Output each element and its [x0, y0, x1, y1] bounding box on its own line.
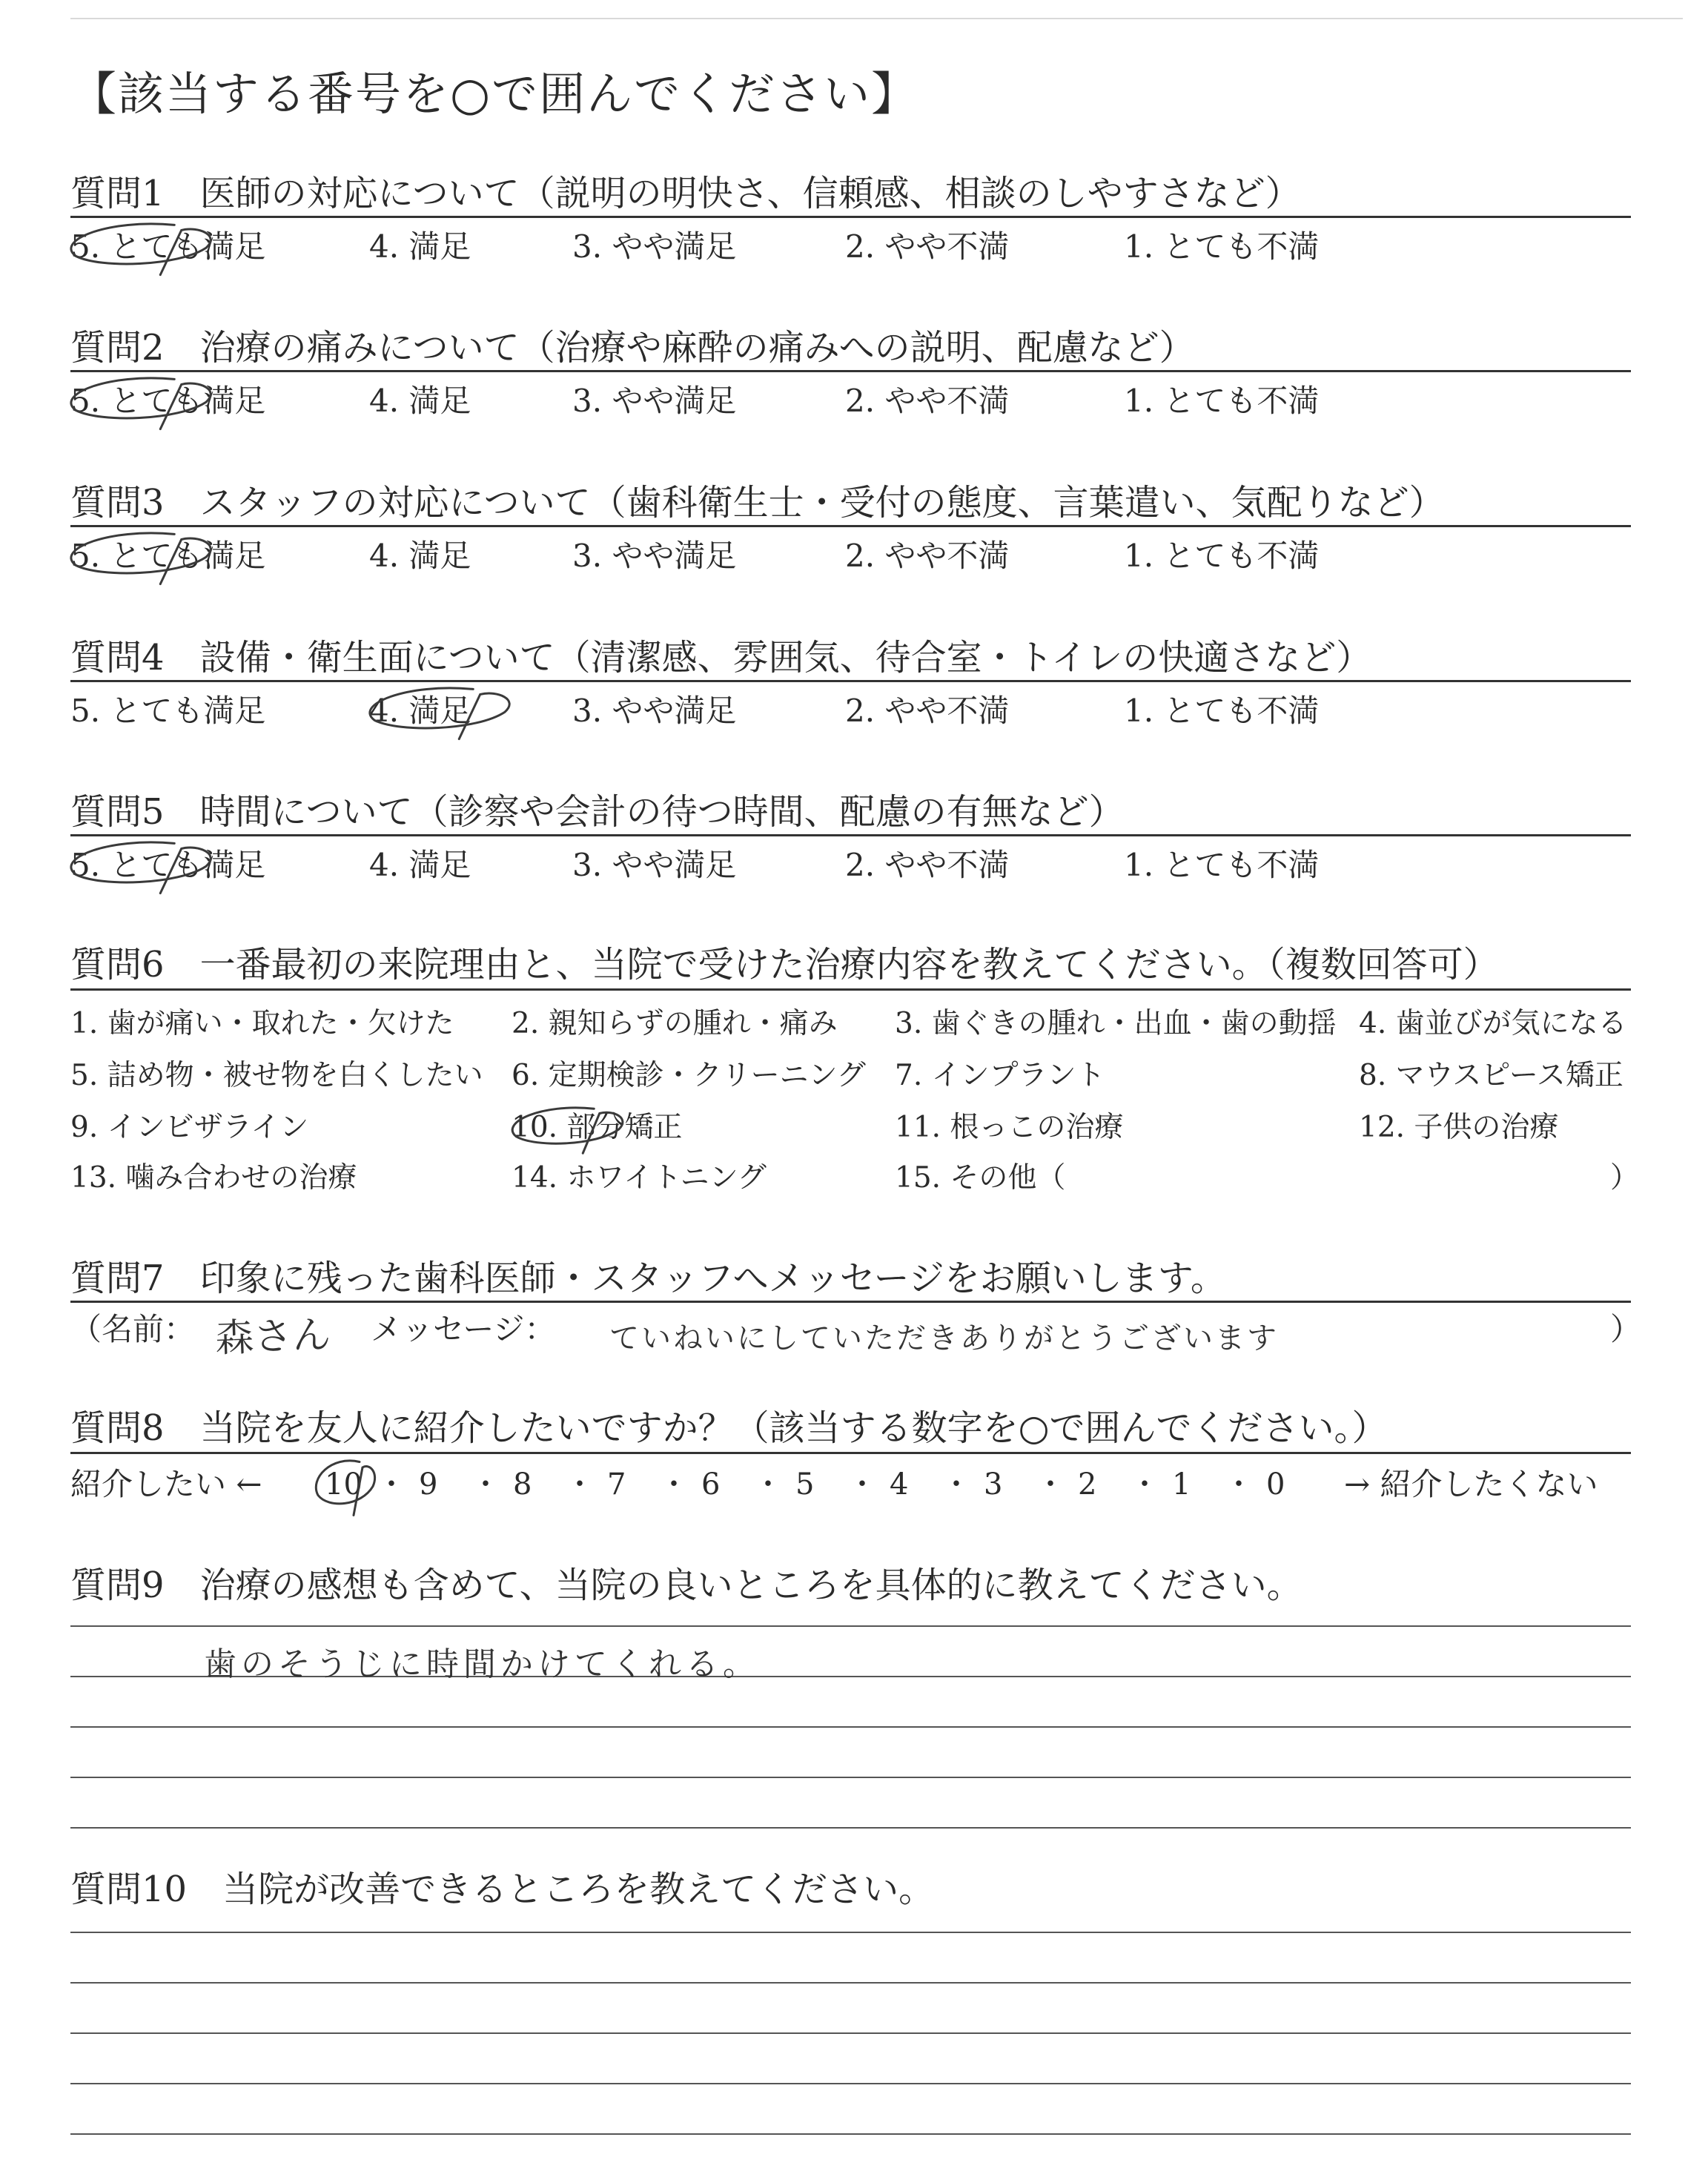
- question-1-option-4[interactable]: 4. 満足: [369, 228, 471, 265]
- reason-option-13[interactable]: 13. 噛み合わせの治療: [70, 1161, 357, 1195]
- question-3-option-3[interactable]: 3. やや満足: [572, 538, 737, 574]
- reason-option-9[interactable]: 9. インビザライン: [70, 1111, 309, 1144]
- question-6-rule: [70, 988, 1631, 991]
- question-9-title: 質問9 治療の感想も含めて、当院の良いところを具体的に教えてください。: [70, 1565, 1302, 1606]
- scale-value-6[interactable]: 6: [701, 1467, 721, 1502]
- scale-separator: ・: [1036, 1467, 1065, 1502]
- question-6-title: 質問6 一番最初の来院理由と、当院で受けた治療内容を教えてください。（複数回答可）: [70, 944, 1499, 985]
- question-8-title: 質問8 当院を友人に紹介したいですか？（該当する数字を○で囲んでください。）: [70, 1407, 1388, 1449]
- question-5-title: 質問5 時間について（診察や会計の待つ時間、配慮の有無など）: [70, 791, 1125, 833]
- q10-line-5: [70, 2133, 1631, 2135]
- scale-value-7[interactable]: 7: [607, 1467, 626, 1502]
- question-2-title: 質問2 治療の痛みについて（治療や麻酔の痛みへの説明、配慮など）: [70, 327, 1195, 369]
- question-1-option-5[interactable]: 5. とても満足: [70, 228, 266, 265]
- message-answer: ていねいにしていただきありがとうございます: [609, 1321, 1279, 1355]
- q10-line-4: [70, 2083, 1631, 2084]
- scale-value-1[interactable]: 1: [1172, 1467, 1191, 1502]
- question-2-option-1[interactable]: 1. とても不満: [1124, 383, 1320, 419]
- reason-option-8[interactable]: 8. マウスピース矯正: [1359, 1059, 1623, 1092]
- reason-option-11[interactable]: 11. 根っこの治療: [895, 1111, 1124, 1144]
- name-answer: 森さん: [214, 1312, 332, 1361]
- question-2-option-4[interactable]: 4. 満足: [369, 383, 471, 419]
- question-3-option-4[interactable]: 4. 満足: [369, 538, 471, 574]
- scale-separator: ・: [1224, 1467, 1254, 1502]
- scale-value-2[interactable]: 2: [1078, 1467, 1097, 1502]
- reason-option-3[interactable]: 3. 歯ぐきの腫れ・出血・歯の動揺: [895, 1007, 1337, 1040]
- question-5-rule: [70, 834, 1631, 836]
- scale-value-8[interactable]: 8: [513, 1467, 532, 1502]
- question-2-rule: [70, 370, 1631, 372]
- top-border: [70, 18, 1683, 19]
- reason-option-5[interactable]: 5. 詰め物・被せ物を白くしたい: [70, 1059, 483, 1092]
- question-3-title: 質問3 スタッフの対応について（歯科衛生士・受付の態度、言葉遣い、気配りなど）: [70, 482, 1445, 524]
- question-1-option-3[interactable]: 3. やや満足: [572, 228, 737, 265]
- q9-answer: 歯のそうじに時間かけてくれる。: [204, 1645, 760, 1683]
- scale-right-label: → 紹介したくない: [1344, 1466, 1598, 1502]
- q9-line-5: [70, 1827, 1631, 1829]
- scale-separator: ・: [565, 1467, 595, 1502]
- question-1-option-2[interactable]: 2. やや不満: [845, 228, 1010, 265]
- page-title: 【該当する番号を○で囲んでください】: [70, 67, 919, 121]
- scale-left-label: 紹介したい ←: [70, 1466, 262, 1502]
- scale-value-4[interactable]: 4: [890, 1467, 909, 1502]
- q10-line-1: [70, 1932, 1631, 1933]
- reason-option-4[interactable]: 4. 歯並びが気になる: [1359, 1007, 1627, 1040]
- question-4-rule: [70, 680, 1631, 682]
- scale-separator: ・: [377, 1467, 406, 1502]
- scale-value-3[interactable]: 3: [984, 1467, 1003, 1502]
- question-4-title: 質問4 設備・衛生面について（清潔感、雰囲気、待合室・トイレの快適さなど）: [70, 637, 1372, 678]
- question-3-option-1[interactable]: 1. とても不満: [1124, 538, 1320, 574]
- question-1-rule: [70, 216, 1631, 218]
- q9-line-4: [70, 1777, 1631, 1778]
- question-5-option-1[interactable]: 1. とても不満: [1124, 847, 1320, 883]
- question-5-option-3[interactable]: 3. やや満足: [572, 847, 737, 883]
- question-4-option-1[interactable]: 1. とても不満: [1124, 693, 1320, 729]
- question-7-title: 質問7 印象に残った歯科医師・スタッフへメッセージをお願いします。: [70, 1258, 1226, 1299]
- question-4-option-3[interactable]: 3. やや満足: [572, 693, 737, 729]
- question-10-title: 質問10 当院が改善できるところを教えてください。: [70, 1869, 935, 1910]
- scale-separator: ・: [753, 1467, 783, 1502]
- q9-line-3: [70, 1726, 1631, 1728]
- question-3-option-2[interactable]: 2. やや不満: [845, 538, 1010, 574]
- message-label: メッセージ：: [371, 1311, 556, 1347]
- question-1-title: 質問1 医師の対応について（説明の明快さ、信頼感、相談のしやすさなど）: [70, 173, 1301, 214]
- scale-separator: ・: [659, 1467, 689, 1502]
- question-5-option-5[interactable]: 5. とても満足: [70, 847, 266, 883]
- reason-option-12[interactable]: 12. 子供の治療: [1359, 1111, 1559, 1144]
- scale-separator: ・: [471, 1467, 500, 1502]
- message-close-paren: ）: [1610, 1311, 1642, 1347]
- scale-value-0[interactable]: 0: [1266, 1467, 1285, 1502]
- question-8-rule: [70, 1452, 1631, 1454]
- question-2-option-3[interactable]: 3. やや満足: [572, 383, 737, 419]
- question-4-option-5[interactable]: 5. とても満足: [70, 693, 266, 729]
- reason-option-10[interactable]: 10. 部分矯正: [512, 1111, 683, 1144]
- q9-line-1: [70, 1625, 1631, 1627]
- question-2-option-5[interactable]: 5. とても満足: [70, 383, 266, 419]
- scale-value-9[interactable]: 9: [419, 1467, 438, 1502]
- reason-option-2[interactable]: 2. 親知らずの腫れ・痛み: [512, 1007, 838, 1040]
- question-5-option-4[interactable]: 4. 満足: [369, 847, 471, 883]
- question-3-rule: [70, 525, 1631, 527]
- name-label: （名前：: [70, 1311, 196, 1347]
- scale-value-5[interactable]: 5: [795, 1467, 815, 1502]
- reason-option-15[interactable]: 15. その他（: [895, 1161, 1066, 1195]
- q10-line-2: [70, 1982, 1631, 1984]
- question-7-rule: [70, 1301, 1631, 1303]
- scale-value-10[interactable]: 10: [325, 1467, 363, 1502]
- question-5-option-2[interactable]: 2. やや不満: [845, 847, 1010, 883]
- reason-option-14[interactable]: 14. ホワイトニング: [512, 1161, 767, 1195]
- scale-separator: ・: [941, 1467, 971, 1502]
- reason-option-1[interactable]: 1. 歯が痛い・取れた・欠けた: [70, 1007, 454, 1040]
- scale-separator: ・: [847, 1467, 877, 1502]
- question-3-option-5[interactable]: 5. とても満足: [70, 538, 266, 574]
- reason-option-6[interactable]: 6. 定期検診・クリーニング: [512, 1059, 866, 1092]
- reason-option-7[interactable]: 7. インプラント: [895, 1059, 1105, 1092]
- scale-separator: ・: [1130, 1467, 1159, 1502]
- question-1-option-1[interactable]: 1. とても不満: [1124, 228, 1320, 265]
- question-4-option-2[interactable]: 2. やや不満: [845, 693, 1010, 729]
- question-2-option-2[interactable]: 2. やや不満: [845, 383, 1010, 419]
- q10-line-3: [70, 2032, 1631, 2034]
- question-4-option-4[interactable]: 4. 満足: [369, 693, 471, 729]
- other-close-paren: ）: [1610, 1161, 1640, 1195]
